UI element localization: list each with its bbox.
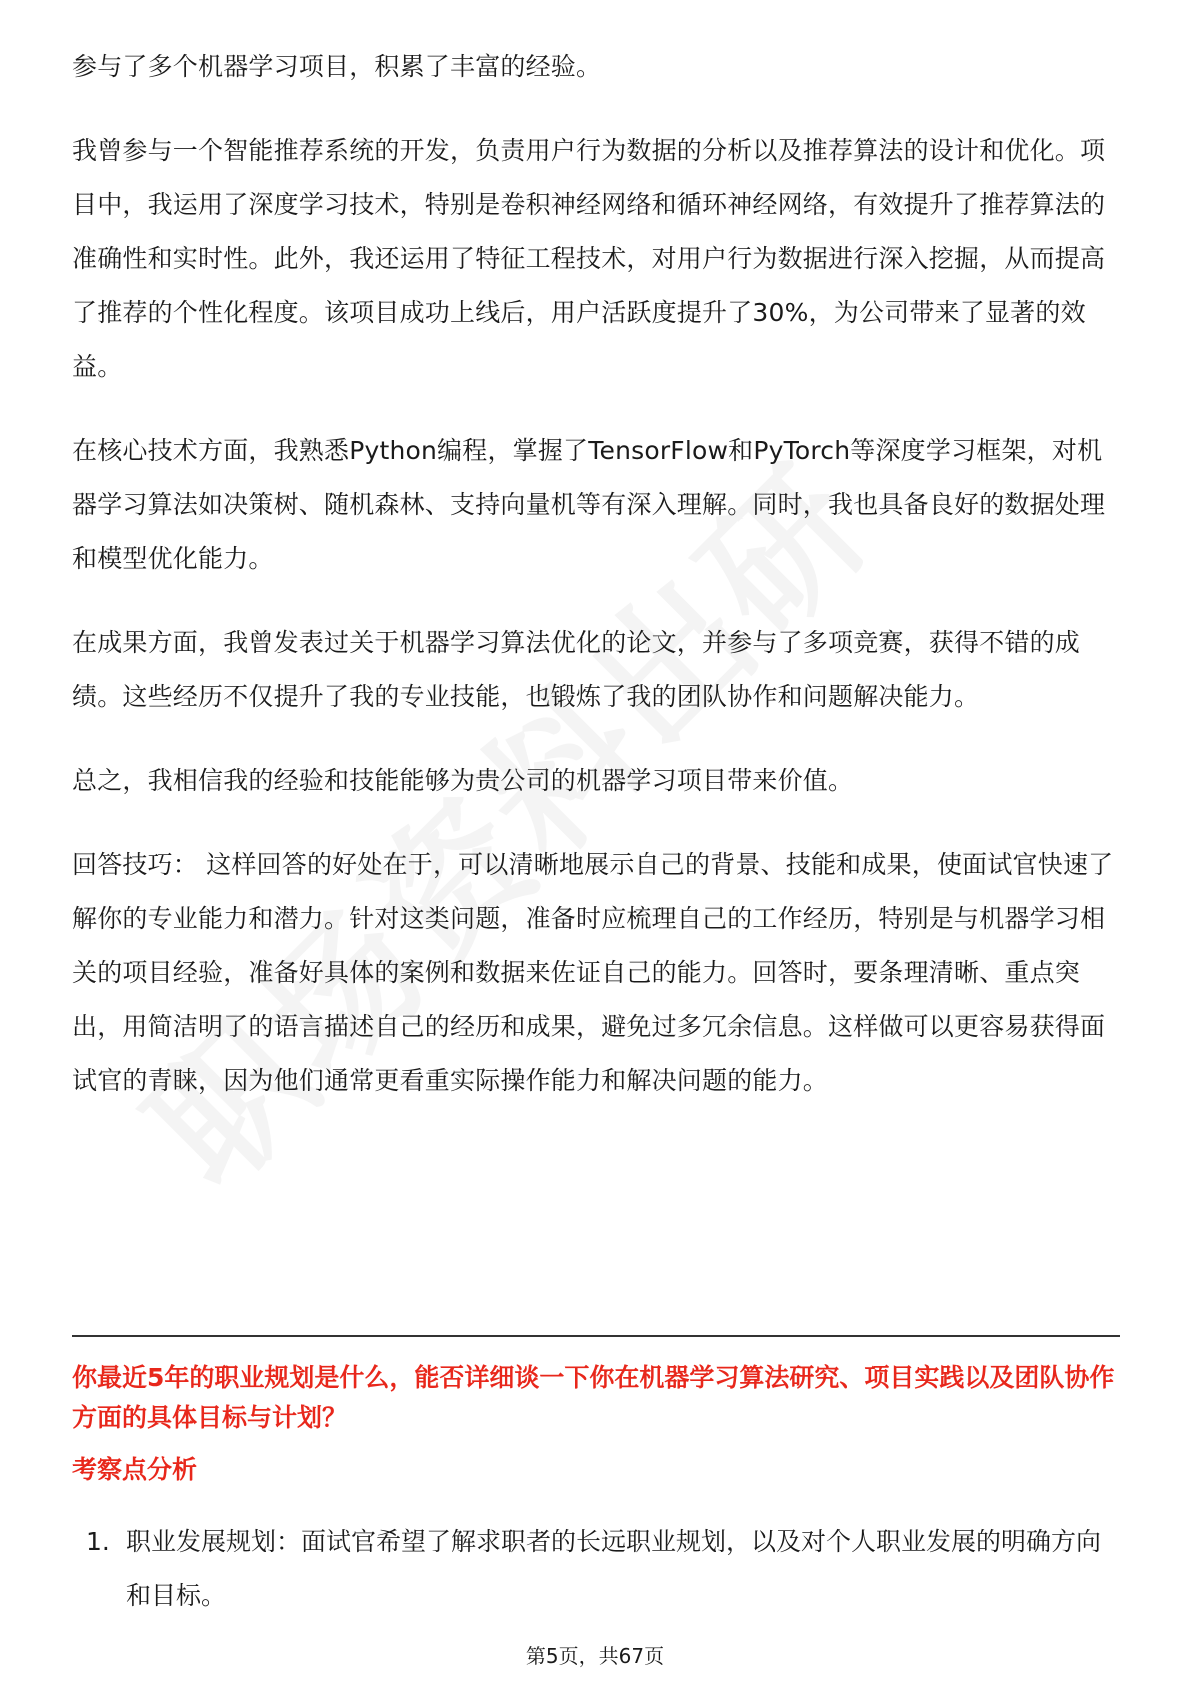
analysis-list [72, 1515, 1122, 1623]
list-item-text: 职业发展规划：面试官希望了解求职者的长远职业规划，以及对个人职业发展的明确方向和目标。 [126, 1527, 1102, 1610]
paragraph-summary: 总之，我相信我的经验和技能能够为贵公司的机器学习项目带来价值。 [72, 766, 854, 795]
paragraph-achievements: 在成果方面，我曾发表过关于机器学习算法优化的论文，并参与了多项竞赛，获得不错的成绩。这些经历不仅提升了我的专业技能，也锻炼了我的团队协作和问题解决能力。 [72, 628, 1081, 711]
paragraph-tips: 回答技巧： 这样回答的好处在于，可以清晰地展示自己的背景、技能和成果，使面试官快速了解你的专业能力和潜力。针对这类问题，准备时应梳理自己的工作经历，特别是与机器学习相关的项目经验，准备好具体的案例和数据来佐证自己的能力。回答时，要条理清晰、重点突出，用简洁明了的语言描述自己的经历和成果，避免过多冗余信息。这样做可以更容易获得面试官的青睐，因为他们通常更看重实际操作能力和解决问题的能力。 [72, 850, 1114, 1095]
list-item [72, 1515, 1122, 1623]
answer-body [72, 40, 1122, 1138]
page-footer: 第5页，共67页 [525, 1644, 665, 1668]
list-item-number: 1. [86, 1527, 110, 1556]
question-heading: 你最近5年的职业规划是什么，能否详细谈一下你在机器学习算法研究、项目实践以及团队协作方面的具体目标与计划？ [72, 1363, 1115, 1432]
paragraph-skills: 在核心技术方面，我熟悉Python编程，掌握了TensorFlow和PyTorch等深度学习框架，对机器学习算法如决策树、随机森林、支持向量机等有深入理解。同时，我也具备良好的数据处理和模型优化能力。 [72, 436, 1106, 573]
section-divider [72, 1335, 1120, 1337]
analysis-heading: 考察点分析 [72, 1455, 198, 1484]
paragraph-project: 我曾参与一个智能推荐系统的开发，负责用户行为数据的分析以及推荐算法的设计和优化。项目中，我运用了深度学习技术，特别是卷积神经网络和循环神经网络，有效提升了推荐算法的准确性和实时性。此外，我还运用了特征工程技术，对用户行为数据进行深入挖掘，从而提高了推荐的个性化程度。该项目成功上线后，用户活跃度提升了30%，为公司带来了显著的效益。 [72, 136, 1106, 381]
paragraph-intro: 参与了多个机器学习项目，积累了丰富的经验。 [72, 52, 602, 81]
